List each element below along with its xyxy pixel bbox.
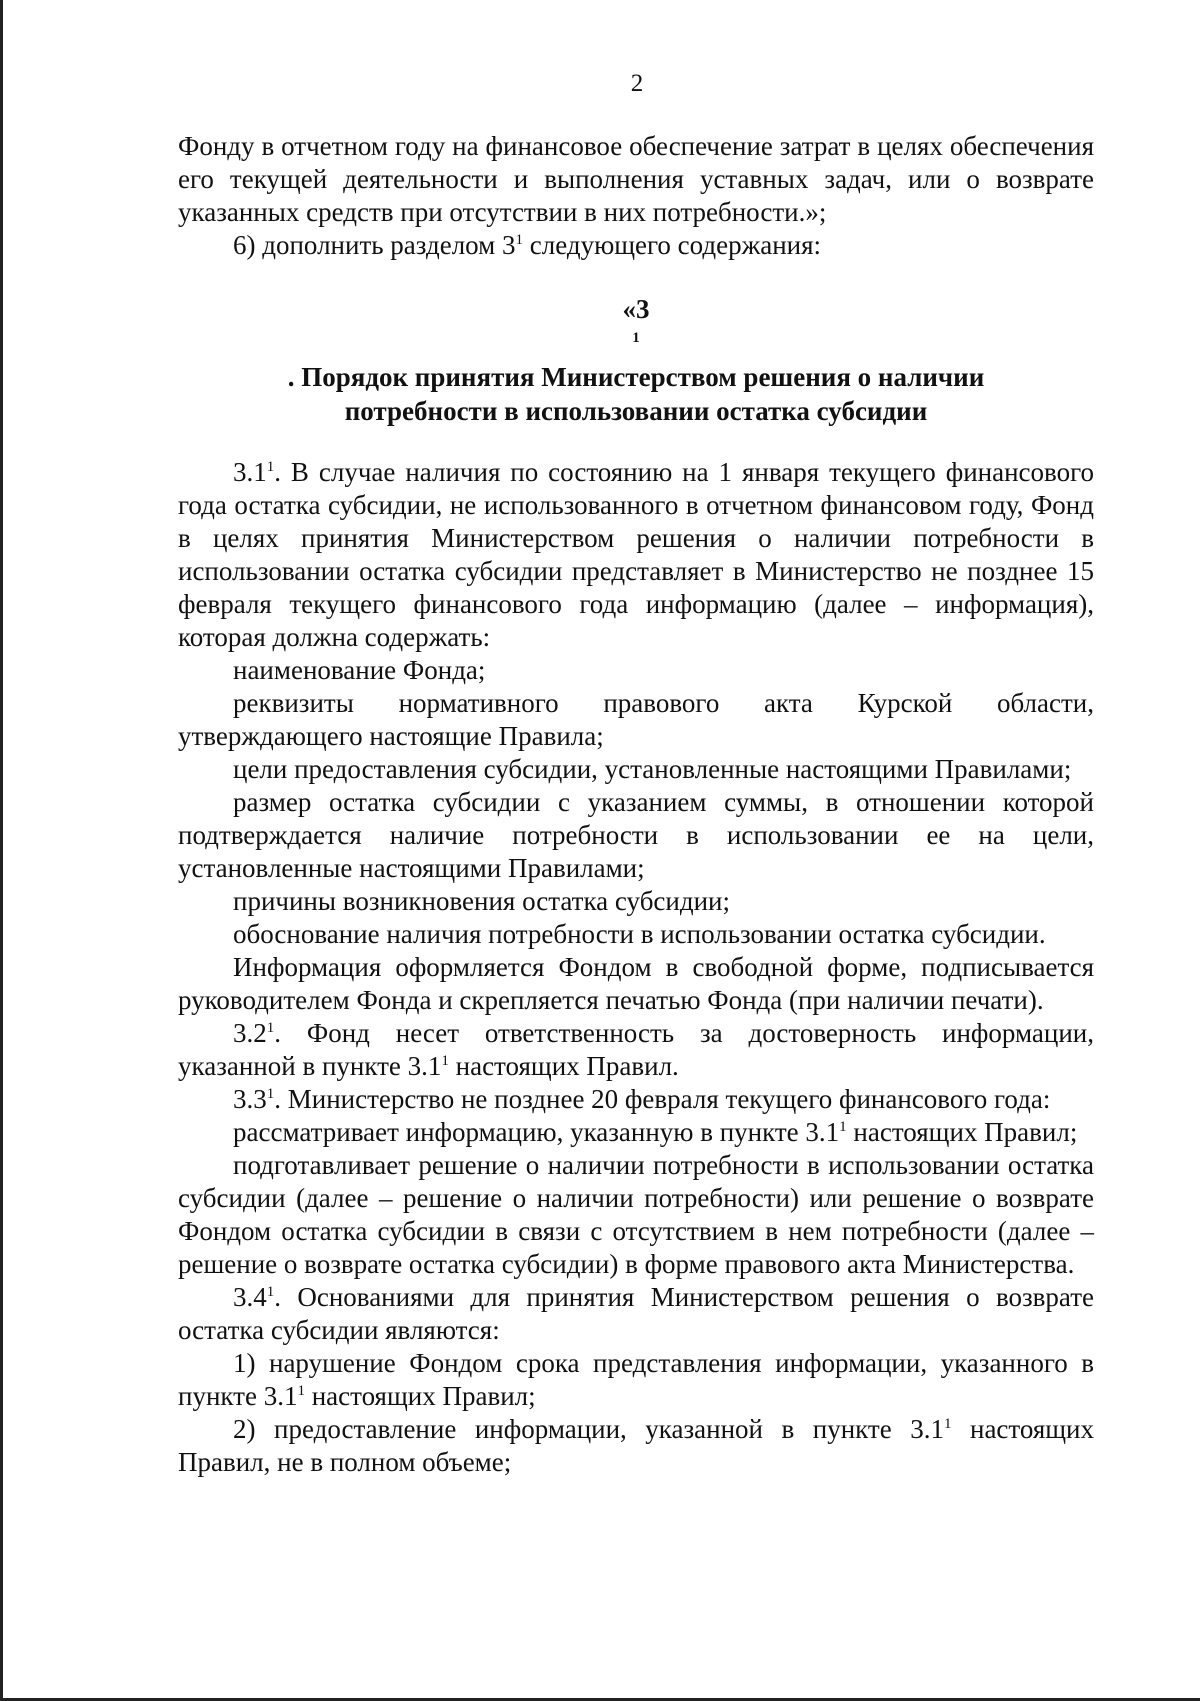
paragraph-continuation: Фонду в отчетном году на финансовое обеспечение затрат в целях обеспечения его текущей деятельности и выполнения уставных задач, или о возврате указанных средств при отсутствии в них потребности.»; [178,131,1094,227]
text-fragment: . Порядок принятия Министерством решения о наличии [287,362,985,392]
text-fragment: настоящих Правил; [304,1381,536,1411]
superscript: 1 [943,1416,952,1432]
text-fragment: следующего содержания: [523,230,822,260]
text-fragment: «3 [622,294,650,324]
superscript: 1 [266,1284,275,1300]
paragraph-3-2 [178,1017,1094,1083]
text-fragment: . Министерство не позднее 20 февраля текущего финансового года: [274,1084,1051,1114]
text-fragment: . Фонд несет ответственность за достоверность информации, указанной в пункте 3.1 [178,1018,1094,1081]
list-item: цели предоставления субсидии, установленные настоящими Правилами; [233,754,1072,784]
scan-edge-left [0,0,3,1701]
superscript: 1 [266,459,275,475]
superscript: 1 [266,1020,275,1036]
list-item: обоснование наличия потребности в использовании остатка субсидии. [233,919,1046,949]
text-fragment: . Основаниями для принятия Министерством решения о возврате остатка субсидии являются: [178,1282,1094,1345]
paragraph-number: 3.4 [233,1282,267,1312]
list-item: подготавливает решение о наличии потребности в использовании остатка субсидии (далее – решение о наличии потребности) или решение о возврате Фондом остатка субсидии в связи с отсутствием в нем потребности (далее – решение о возврате остатка субсидии) в форме правового акта Министерства. [178,1150,1094,1279]
paragraph-3-1 [178,456,1094,654]
paragraph-3-3 [178,1083,1094,1116]
list-item: размер остатка субсидии с указанием суммы, в отношении которой подтверждается наличие потребности в использовании ее на цели, установленные настоящими Правилами; [178,787,1094,883]
text-fragment: настоящих Правил. [448,1051,679,1081]
section-heading [178,292,1094,428]
superscript: 1 [441,1053,449,1069]
superscript: 1 [297,1383,305,1399]
paragraph-item-6 [178,229,1094,262]
section-heading-line-1 [178,292,1094,394]
list-item [178,1347,1094,1413]
superscript: 1 [839,1119,847,1135]
text-fragment: настоящих Правил, не в полном объеме; [178,1414,1095,1477]
page-number: 2 [630,70,644,97]
text-fragment: 1) нарушение Фондом срока представления информации, указанного в пункте 3.1 [178,1348,1094,1411]
text-fragment: рассматривает информацию, указанную в пункте 3.1 [233,1117,840,1147]
document-body [178,130,1094,1479]
list-item: реквизиты нормативного правового акта Курской области, утверждающего настоящие Правила; [178,688,1094,751]
text-fragment: 2) предоставление информации, указанной в пункте 3.1 [233,1414,944,1444]
text-fragment: . В случае наличия по состоянию на 1 января текущего финансового года остатка субсидии, не использованного в отчетном финансовом году, Фонд в целях принятия Министерством решения о наличии потребности в использовании остатка субсидии представляет в Министерство не позднее 15 февраля текущего финансового года информацию (далее – информация), которая должна содержать: [178,457,1094,652]
list-item [178,1413,1094,1479]
superscript: 1 [632,330,640,346]
paragraph-number: 3.3 [233,1084,267,1114]
paragraph-number: 3.2 [233,1018,267,1048]
list-item: Информация оформляется Фондом в свободной форме, подписывается руководителем Фонда и скрепляется печатью Фонда (при наличии печати). [178,952,1094,1015]
list-item [178,1116,1094,1149]
section-heading-line-2: потребности в использовании остатка субсидии [344,396,928,426]
paragraph-number: 3.1 [233,457,267,487]
superscript: 1 [515,232,523,248]
list-item: причины возникновения остатка субсидии; [233,886,730,916]
list-item: наименование Фонда; [233,655,486,685]
paragraph-3-4 [178,1281,1094,1347]
text-fragment: настоящих Правил; [846,1117,1078,1147]
text-fragment: 6) дополнить разделом 3 [233,230,516,260]
superscript: 1 [266,1086,275,1102]
